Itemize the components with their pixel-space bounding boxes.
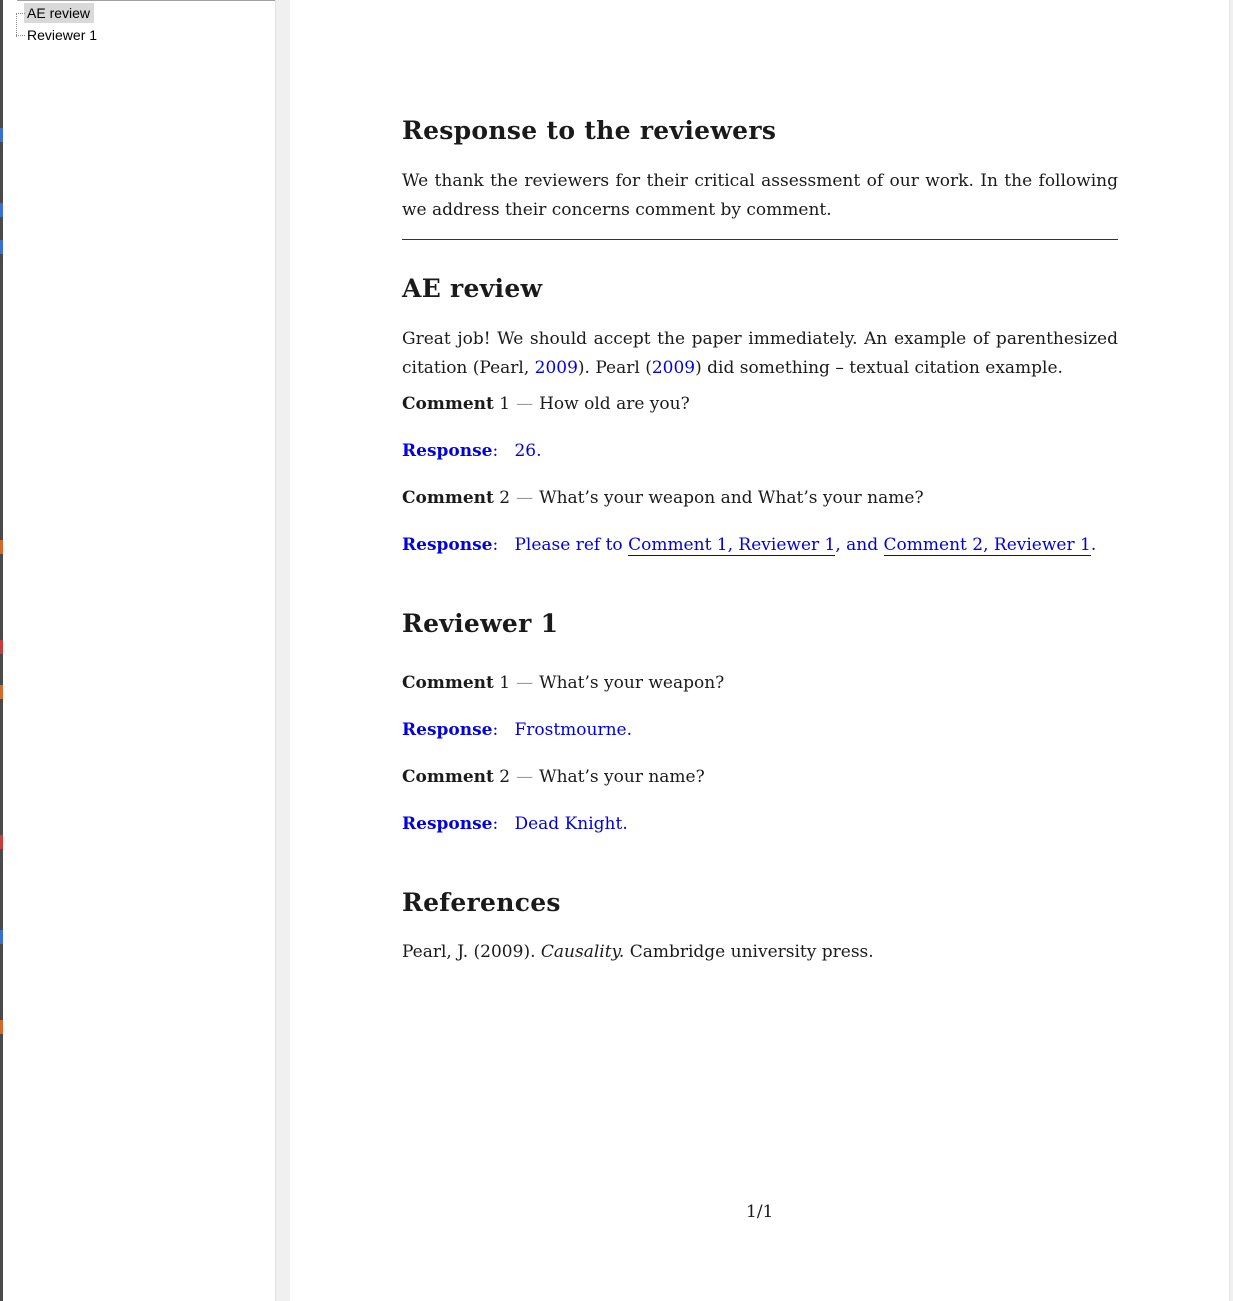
response-label: Response (402, 535, 493, 555)
comment-dash: — (516, 767, 534, 787)
comment-number: 1 (499, 673, 511, 693)
ae-comment-1 (402, 394, 690, 414)
comment-text: What’s your weapon and What’s your name? (539, 488, 924, 508)
response-text: , and (835, 535, 884, 555)
response-colon: : (492, 441, 499, 461)
references-heading: References (402, 888, 561, 917)
reviewer-1-heading: Reviewer 1 (402, 609, 559, 638)
comment-label: Comment (402, 394, 494, 414)
outline-item-ae-review[interactable] (12, 3, 101, 25)
ae-response-1 (402, 441, 542, 461)
page-title: Response to the reviewers (402, 116, 777, 145)
reference-publisher: Cambridge university press. (624, 942, 874, 962)
tree-branch-line (16, 13, 25, 14)
comment-dash: — (516, 673, 534, 693)
r1-comment-2 (402, 767, 705, 787)
ae-response-2 (402, 535, 1096, 555)
tree-branch-line (16, 35, 25, 36)
comment-label: Comment (402, 488, 494, 508)
response-colon: : (492, 720, 499, 740)
ae-review-paragraph (402, 325, 1118, 383)
outline-item-label[interactable]: Reviewer 1 (27, 27, 98, 43)
comment-label: Comment (402, 767, 494, 787)
comment-number: 2 (499, 767, 511, 787)
citation-link[interactable]: 2009 (534, 358, 578, 378)
response-label: Response (402, 720, 493, 740)
comment-label: Comment (402, 673, 494, 693)
citation-link[interactable]: 2009 (651, 358, 696, 378)
r1-response-2 (402, 814, 628, 834)
reference-title: Causality. (540, 942, 625, 962)
comment-number: 1 (499, 394, 511, 414)
paragraph-text: Great job! We should accept the paper immediately. An example of parenthesized citation (Pearl, (402, 329, 1118, 378)
comment-number: 2 (499, 488, 511, 508)
response-text: 26. (514, 441, 542, 461)
response-colon: : (492, 535, 499, 555)
r1-comment-1 (402, 673, 724, 693)
comment-text: How old are you? (539, 394, 690, 414)
comment-text: What’s your weapon? (539, 673, 725, 693)
pane-splitter[interactable] (276, 0, 290, 1301)
response-text: . (1090, 535, 1097, 555)
response-text: Please ref to (514, 535, 629, 555)
cross-reference-link[interactable]: Comment 1, Reviewer 1 (628, 535, 836, 555)
response-label: Response (402, 814, 493, 834)
scrollbar[interactable] (1229, 0, 1233, 1301)
page-number: 1/1 (746, 1202, 774, 1222)
ae-comment-2 (402, 488, 924, 508)
response-colon: : (492, 814, 499, 834)
reference-author: Pearl, J. (2009). (402, 942, 541, 962)
outline-pane-border (17, 0, 275, 1)
ae-review-heading: AE review (402, 274, 543, 303)
intro-paragraph: We thank the reviewers for their critical assessment of our work. In the following we address their concerns comment by comment. (402, 171, 1118, 220)
cross-reference-link[interactable]: Comment 2, Reviewer 1 (883, 535, 1091, 555)
comment-dash: — (516, 394, 534, 414)
response-text: Frostmourne. (514, 720, 633, 740)
paragraph-text: ). Pearl ( (577, 358, 652, 378)
outline-pane (3, 0, 276, 1301)
document-page (290, 0, 1229, 1301)
paragraph-text: ) did something – textual citation example. (695, 358, 1063, 378)
response-text: Dead Knight. (514, 814, 628, 834)
comment-text: What’s your name? (539, 767, 705, 787)
divider (402, 239, 1118, 240)
response-label: Response (402, 441, 493, 461)
outline-tree (12, 3, 101, 47)
reference-entry (402, 942, 874, 962)
comment-dash: — (516, 488, 534, 508)
outline-item-reviewer-1[interactable] (12, 25, 101, 47)
r1-response-1 (402, 720, 632, 740)
outline-item-label[interactable]: AE review (24, 3, 94, 23)
